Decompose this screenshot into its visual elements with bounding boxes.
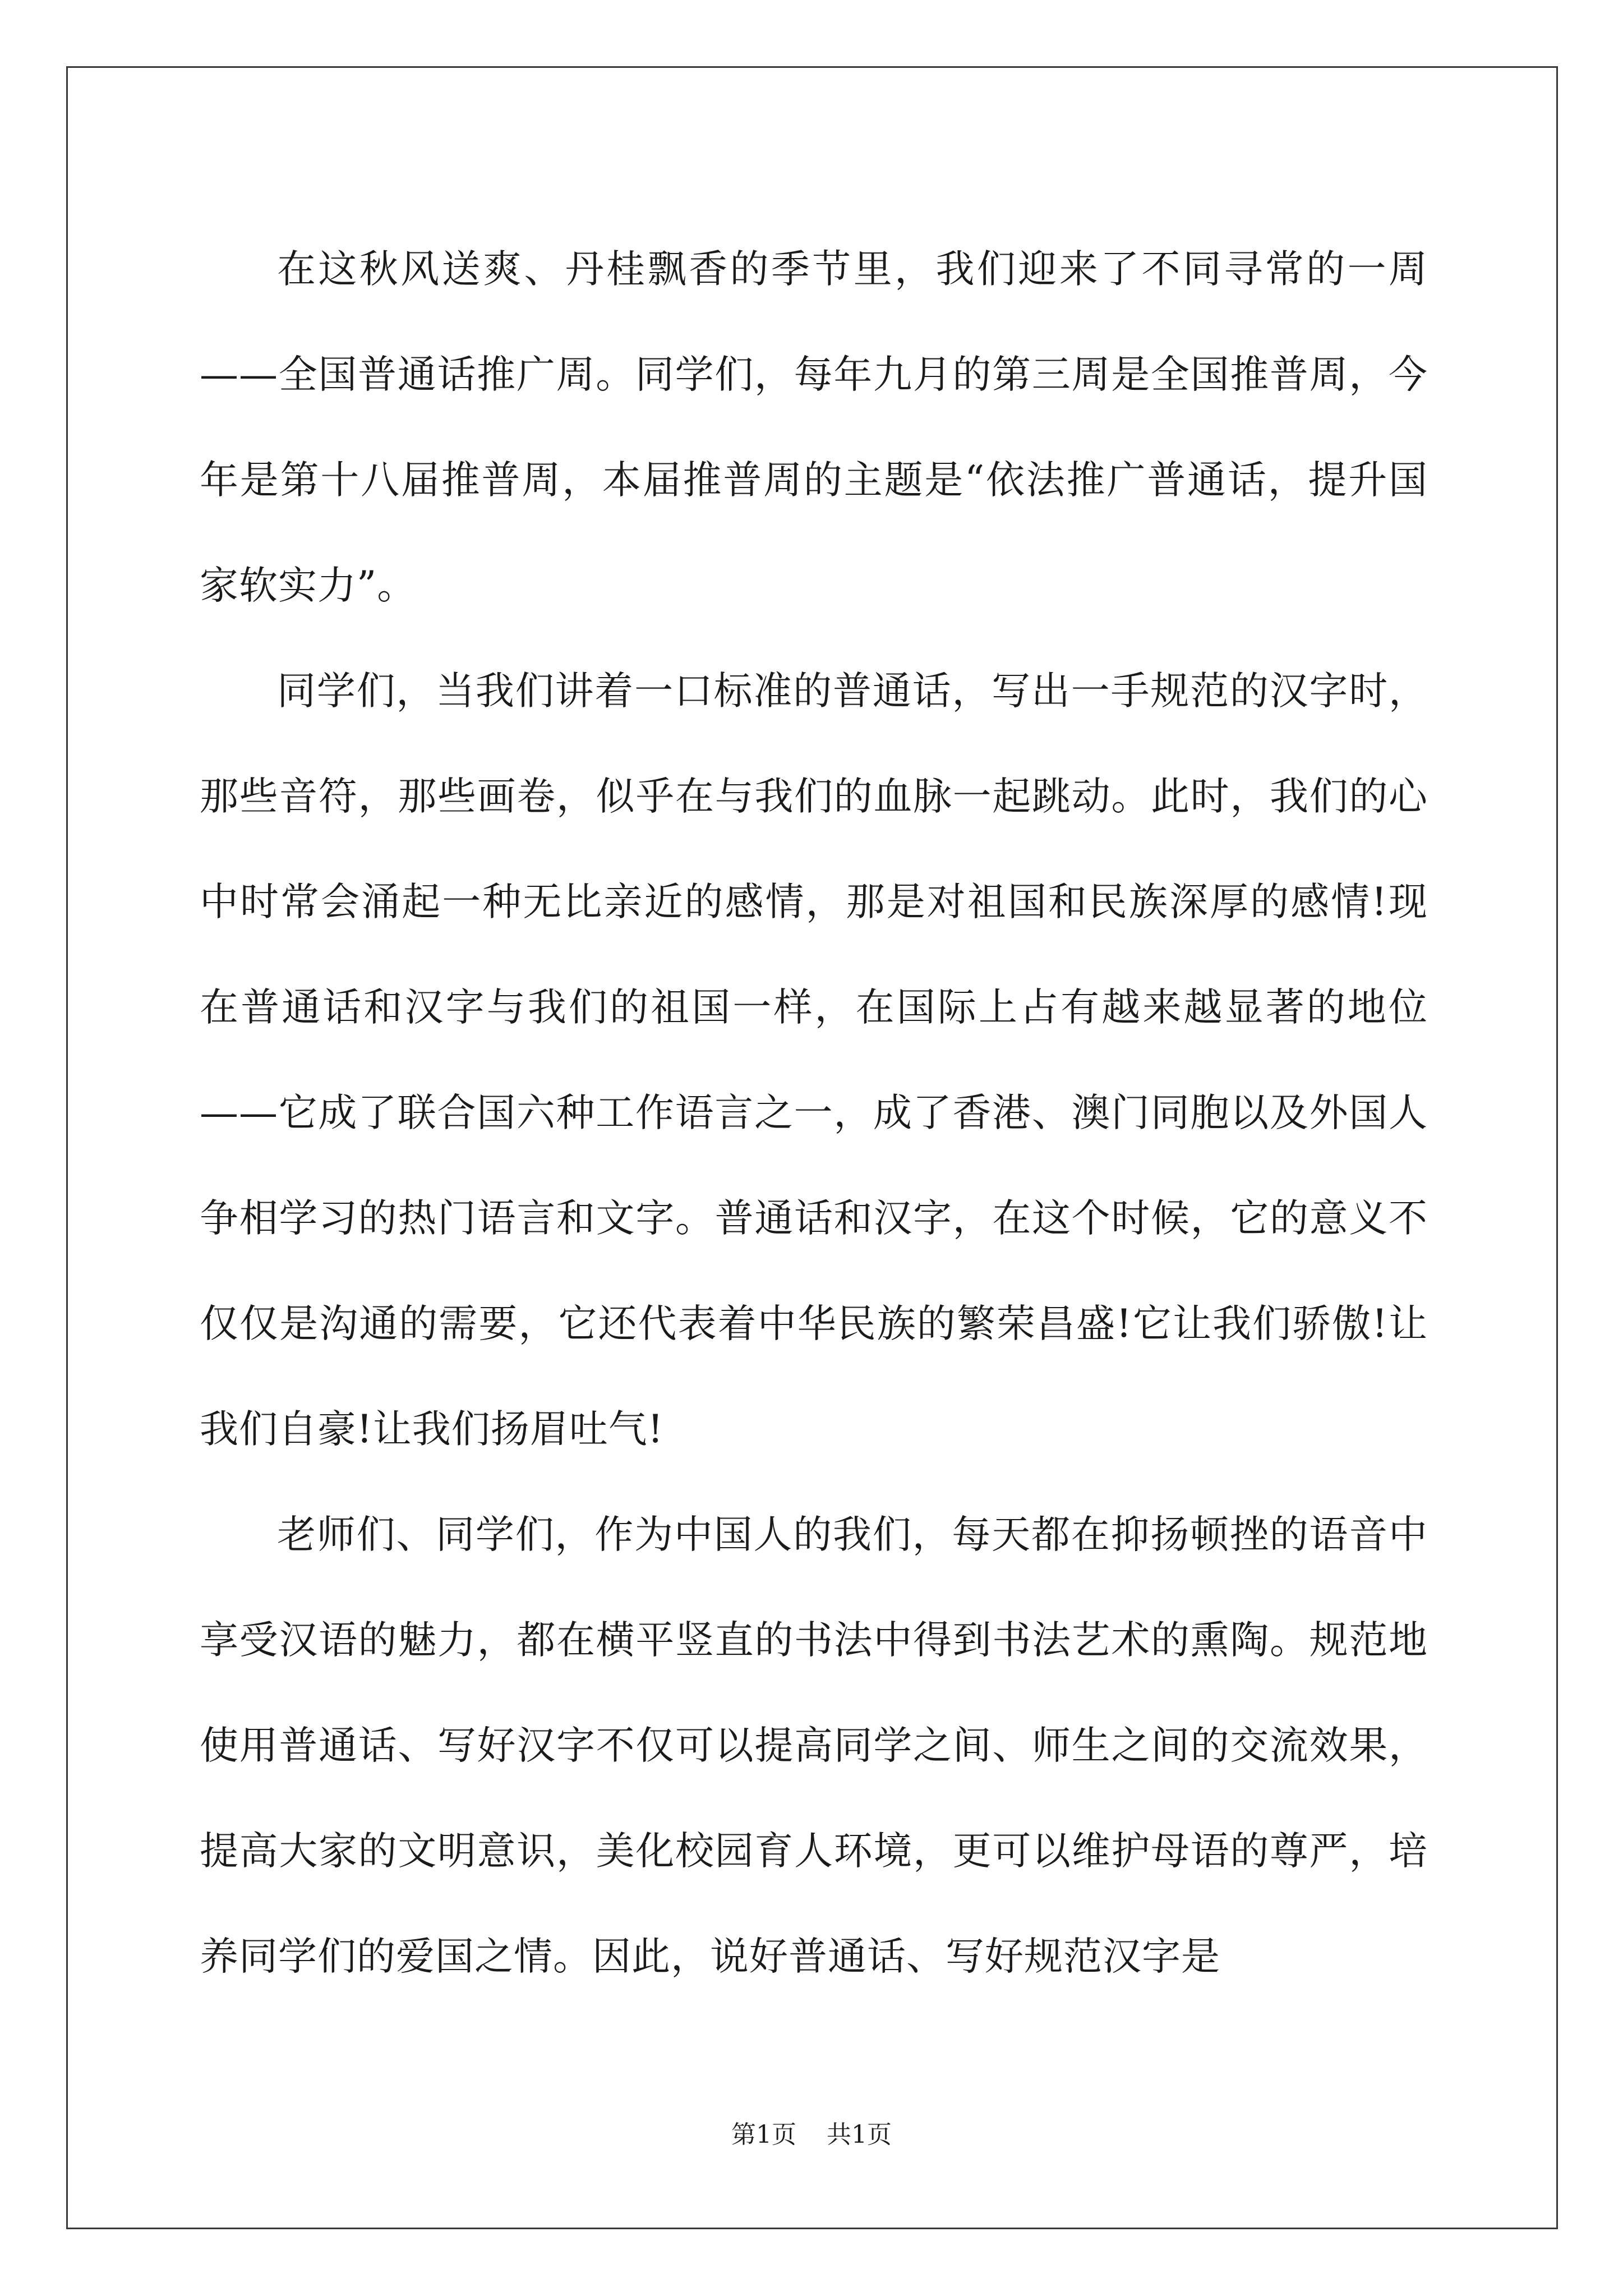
paragraph-3: 老师们、同学们，作为中国人的我们，每天都在抑扬顿挫的语音中享受汉语的魅力，都在横平竖直的书法中得到书法艺术的熏陶。规范地使用普通话、写好汉字不仅可以提高同学之间、师生之间的交流效果，提高大家的文明意识，美化校园育人环境，更可以维护母语的尊严，培养同学们的爱国之情。因此，说好普通话、写好规范汉字是 bbox=[200, 1512, 1428, 1979]
paragraph-2: 同学们，当我们讲着一口标准的普通话，写出一手规范的汉字时，那些音符，那些画卷，似乎在与我们的血脉一起跳动。此时，我们的心中时常会涌起一种无比亲近的感情，那是对祖国和民族深厚的感情!现在普通话和汉字与我们的祖国一样，在国际上占有越来越显著的地位——它成了联合国六种工作语言之一，成了香港、澳门同胞以及外国人争相学习的热门语言和文字。普通话和汉字，在这个时候，它的意义不仅仅是沟通的需要，它还代表着中华民族的繁荣昌盛!它让我们骄傲!让我们自豪!让我们扬眉吐气! bbox=[200, 669, 1428, 1452]
document-body bbox=[200, 217, 1428, 2009]
page-footer bbox=[0, 2118, 1623, 2152]
page-total: 共1页 bbox=[827, 2120, 892, 2149]
page-number: 第1页 bbox=[731, 2120, 796, 2149]
paragraph-1: 在这秋风送爽、丹桂飘香的季节里，我们迎来了不同寻常的一周——全国普通话推广周。同学们，每年九月的第三周是全国推普周，今年是第十八届推普周，本届推普周的主题是“依法推广普通话，提升国家软实力”。 bbox=[200, 247, 1428, 608]
